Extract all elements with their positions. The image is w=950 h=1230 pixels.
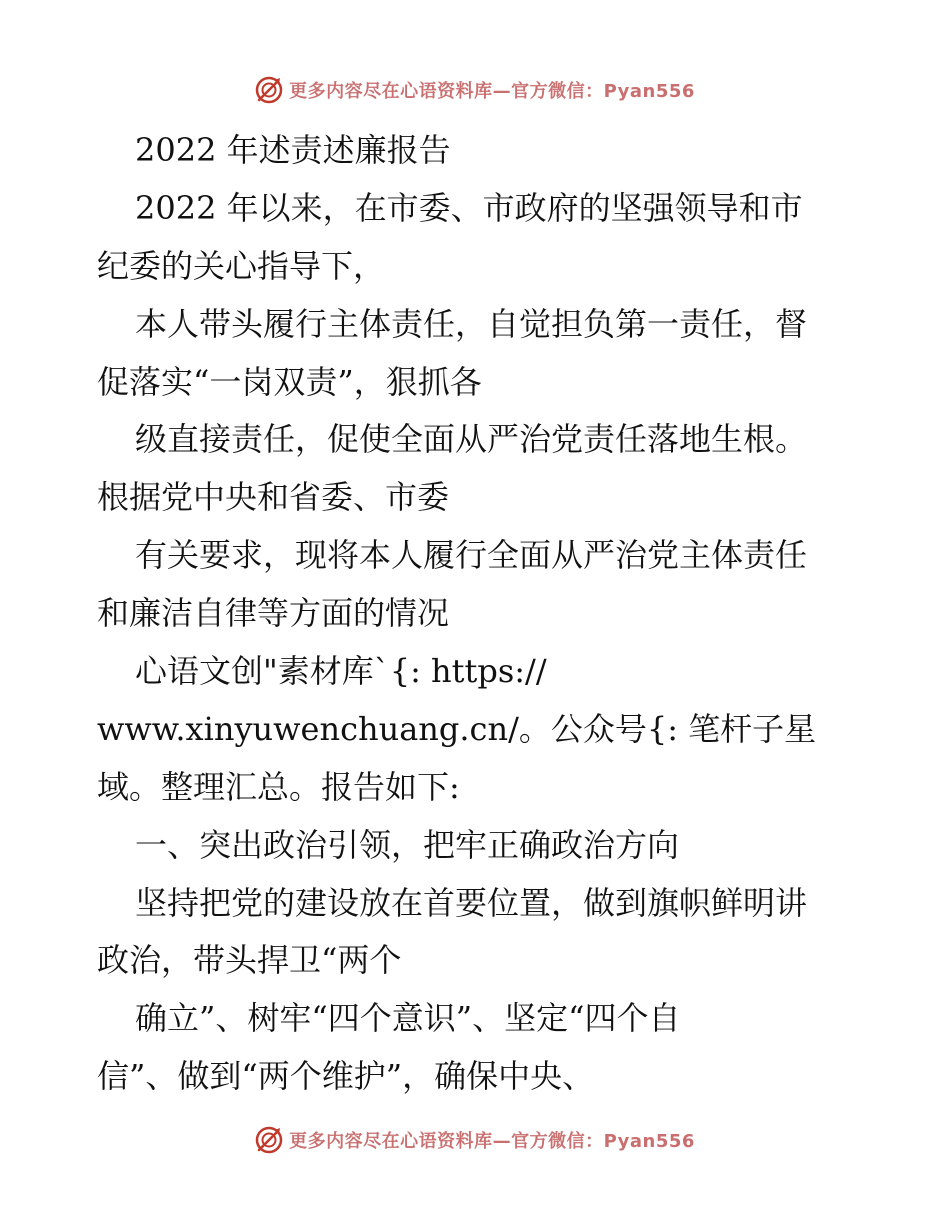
header-banner-text: 更多内容尽在心语资料库—官方微信：Pyan556 [289, 81, 695, 102]
doc-title: 2022 年述责述廉报告 [135, 131, 451, 169]
doc-line: 有关要求，现将本人履行全面从严治党主体责任 [135, 536, 808, 575]
doc-line: 坚持把党的建设放在首要位置，做到旗帜鲜明讲 [135, 883, 808, 922]
doc-line: 信”、做到“两个维护”，确保中央、 [97, 1057, 595, 1096]
doc-line: www.xinyuwenchuang.cn/。公众号{: 笔杆子星 [97, 709, 817, 748]
document-body [97, 122, 857, 1106]
doc-line: 2022 年以来，在市委、市政府的坚强领导和市 [135, 188, 803, 227]
doc-line: 纪委的关心指导下， [97, 246, 386, 285]
doc-line: 心语文创"素材库`{: https:// [135, 652, 547, 691]
footer-banner-text: 更多内容尽在心语资料库—官方微信：Pyan556 [289, 1131, 695, 1152]
doc-line: 级直接责任，促使全面从严治党责任落地生根。 [135, 420, 808, 459]
doc-line: 政治，带头捍卫“两个 [97, 941, 402, 980]
doc-line: 本人带头履行主体责任，自觉担负第一责任，督 [135, 304, 808, 343]
doc-line: 确立”、树牢“四个意识”、坚定“四个自 [135, 999, 681, 1038]
logo-icon [255, 76, 283, 104]
doc-line: 促落实“一岗双责”，狠抓各 [97, 362, 482, 401]
logo-icon [255, 1126, 283, 1154]
header-banner [0, 70, 950, 110]
doc-line: 域。整理汇总。报告如下: [97, 767, 460, 806]
doc-line: 根据党中央和省委、市委 [97, 478, 450, 517]
doc-line: 和廉洁自律等方面的情况 [97, 594, 450, 633]
footer-banner [0, 1120, 950, 1160]
section-heading: 一、突出政治引领，把牢正确政治方向 [135, 825, 680, 864]
